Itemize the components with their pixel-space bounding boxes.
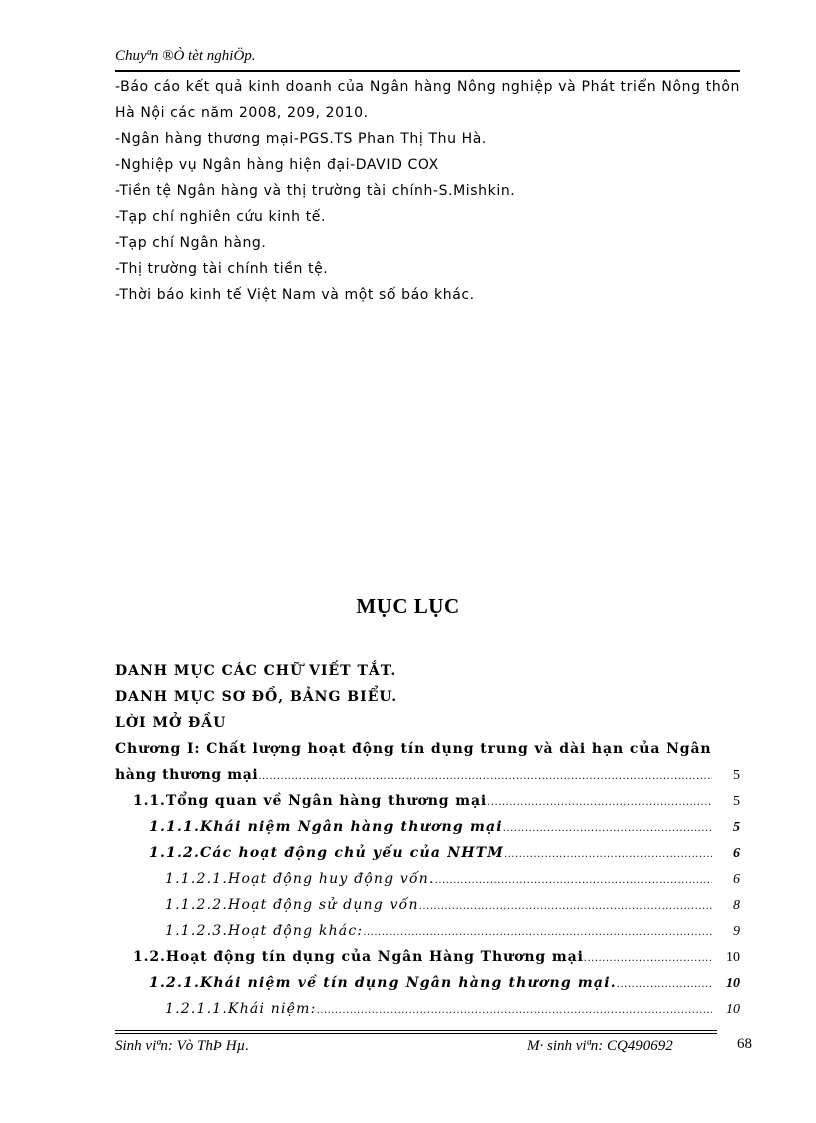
toc-entry <box>115 918 740 944</box>
toc-leader-dots <box>503 816 712 842</box>
toc-entry <box>115 814 740 840</box>
toc-heading-abbreviations: DANH MỤC CÁC CHỮ VIẾT TẮT. <box>115 663 397 679</box>
toc-leader-dots <box>504 842 712 868</box>
footer-divider <box>115 1030 717 1031</box>
reference-item: -Tạp chí nghiên cứu kinh tế. <box>115 209 327 225</box>
toc-page-number: 5 <box>733 768 740 783</box>
toc-entry-label: 1.1.2.3.Hoạt động khác: <box>165 923 364 939</box>
references-list <box>115 74 740 308</box>
toc-entry-label: 1.2.1.Khái niệm về tín dụng Ngân hàng thương mại. <box>149 975 617 991</box>
toc-leader-dots <box>617 972 712 998</box>
reference-item: -Nghiệp vụ Ngân hàng hiện đại-DAVID COX <box>115 157 439 173</box>
footer-divider <box>115 1033 717 1034</box>
toc-entry-label: 1.1.2.1.Hoạt động huy động vốn. <box>165 871 435 887</box>
reference-item: -Báo cáo kết quả kinh doanh của Ngân hàng Nông nghiệp và Phát triển Nông thôn Hà Nội các năm 2008, 209, 2010. <box>115 79 740 121</box>
toc-entry-label: 1.1.Tổng quan về Ngân hàng thương mại <box>133 793 488 809</box>
toc-entry-label: 1.1.2.2.Hoạt động sử dụng vốn <box>165 897 419 913</box>
toc-heading-figures: DANH MỤC SƠ ĐỒ, BẢNG BIỂU. <box>115 689 398 705</box>
toc-entry <box>115 788 740 814</box>
reference-item: -Thời báo kinh tế Việt Nam và một số báo khác. <box>115 287 475 303</box>
reference-item: -Thị trường tài chính tiền tệ. <box>115 261 329 277</box>
toc-leader-dots <box>419 894 712 920</box>
reference-item: -Tiền tệ Ngân hàng và thị trường tài chính-S.Mishkin. <box>115 183 516 199</box>
reference-item: -Ngân hàng thương mại-PGS.TS Phan Thị Thu Hà. <box>115 131 487 147</box>
toc-chapter-title: Chương I: Chất lượng hoạt động tín dụng trung và dài hạn của Ngân <box>115 741 712 757</box>
toc-page-number: 5 <box>733 820 740 835</box>
toc-leader-dots <box>258 764 712 790</box>
toc-entry-label: 1.2.Hoạt động tín dụng của Ngân Hàng Thương mại <box>133 949 584 965</box>
table-of-contents <box>115 658 740 1022</box>
toc-leader-dots <box>487 790 712 816</box>
toc-page-number: 6 <box>733 872 740 887</box>
toc-leader-dots <box>584 946 712 972</box>
toc-entry <box>115 996 740 1022</box>
toc-entry <box>115 970 740 996</box>
footer-student-id: M· sinh viªn: CQ490692 <box>527 1038 673 1054</box>
toc-entry-label: 1.1.1.Khái niệm Ngân hàng thương mại <box>149 819 503 835</box>
toc-page-number: 10 <box>726 1002 740 1017</box>
toc-page-number: 8 <box>733 898 740 913</box>
document-header-title: Chuyªn ®Ò tèt nghiÖp. <box>115 48 256 64</box>
toc-leader-dots <box>435 868 712 894</box>
toc-entry <box>115 944 740 970</box>
header-divider <box>115 70 740 72</box>
toc-page-number: 10 <box>726 976 740 991</box>
toc-title: MỤC LỤC <box>356 594 460 618</box>
toc-page-number: 5 <box>733 794 740 809</box>
toc-leader-dots <box>363 920 712 946</box>
toc-page-number: 10 <box>726 950 740 965</box>
reference-item: -Tạp chí Ngân hàng. <box>115 235 267 251</box>
page-number: 68 <box>737 1036 752 1052</box>
toc-entry <box>115 762 740 788</box>
toc-heading-introduction: LỜI MỞ ĐẦU <box>115 715 227 731</box>
toc-entry-label: hàng thương mại <box>115 767 259 783</box>
toc-entry-label: 1.2.1.1.Khái niệm: <box>165 1001 317 1017</box>
toc-entry-label: 1.1.2.Các hoạt động chủ yếu của NHTM <box>149 845 504 861</box>
toc-page-number: 9 <box>733 924 740 939</box>
toc-page-number: 6 <box>733 846 740 861</box>
toc-entry <box>115 892 740 918</box>
toc-leader-dots <box>317 998 712 1024</box>
toc-entry <box>115 866 740 892</box>
footer-student-name: Sinh viªn: Vò ThÞ Hµ. <box>115 1038 250 1054</box>
toc-entry <box>115 840 740 866</box>
